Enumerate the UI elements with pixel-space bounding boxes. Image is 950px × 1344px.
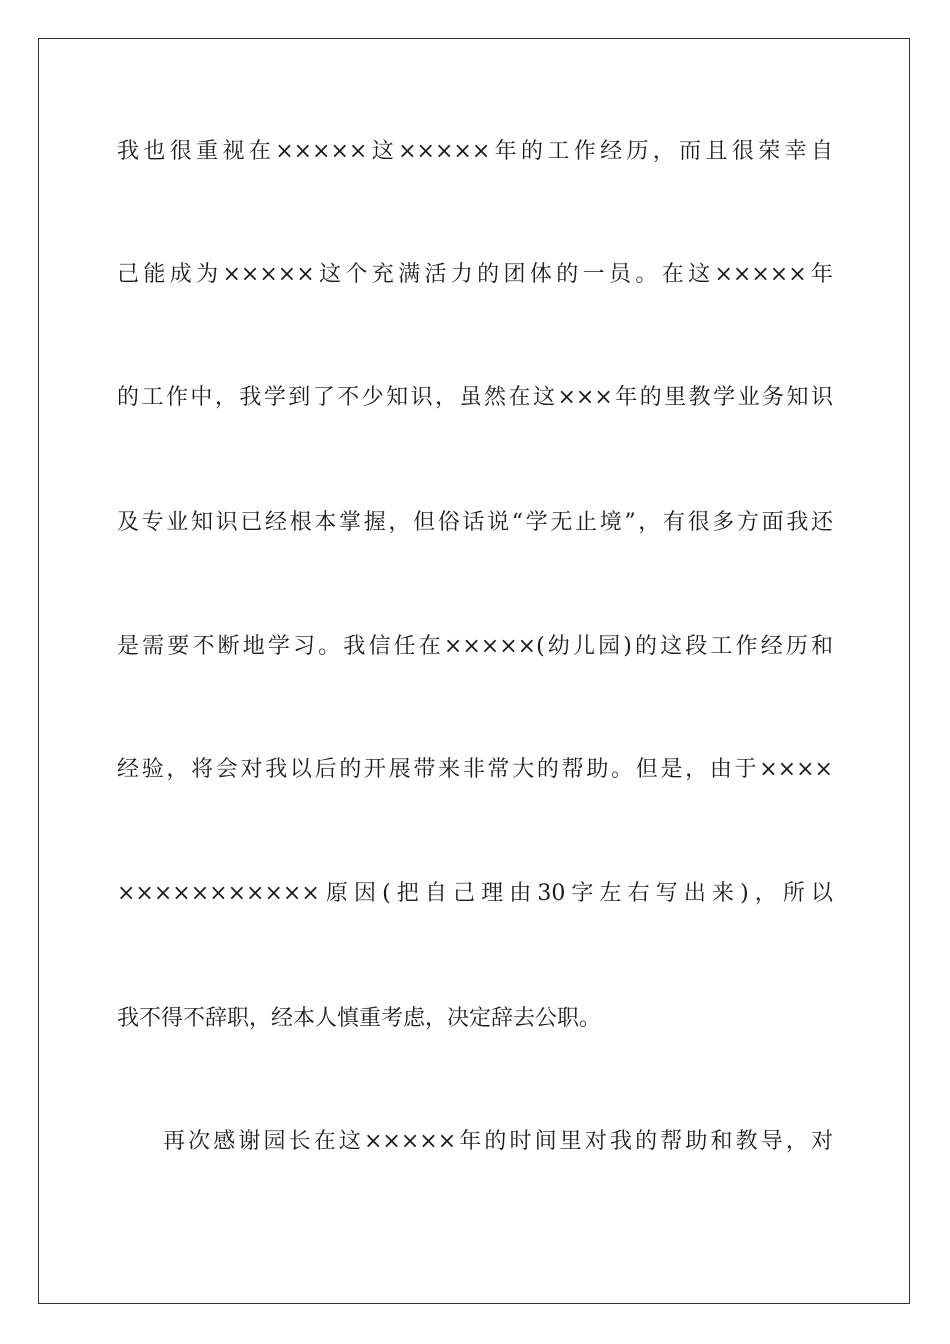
paragraph-line-3: 的工作中，我学到了不少知识，虽然在这×××年的里教学业务知识: [117, 385, 833, 410]
paragraph-line-4: 及专业知识已经根本掌握，但俗话说“学无止境”，有很多方面我还: [117, 510, 833, 535]
paragraph-line-6: 经验，将会对我以后的开展带来非常大的帮助。但是，由于××××: [117, 757, 833, 782]
paragraph-line-5: 是需要不断地学习。我信任在×××××(幼儿园)的这段工作经历和: [117, 634, 833, 659]
paragraph-2-line-1: 再次感谢园长在这×××××年的时间里对我的帮助和教导，对: [163, 1129, 833, 1154]
paragraph-line-1: 我也很重视在×××××这×××××年的工作经历，而且很荣幸自: [117, 139, 833, 164]
paragraph-line-2: 己能成为×××××这个充满活力的团体的一员。在这×××××年: [117, 262, 833, 287]
page-border: [38, 38, 910, 1304]
paragraph-line-7: ×××××××××××原因(把自己理由30字左右写出来)，所以: [117, 881, 833, 906]
paragraph-line-8: 我不得不辞职，经本人慎重考虑，决定辞去公职。: [117, 1006, 602, 1031]
